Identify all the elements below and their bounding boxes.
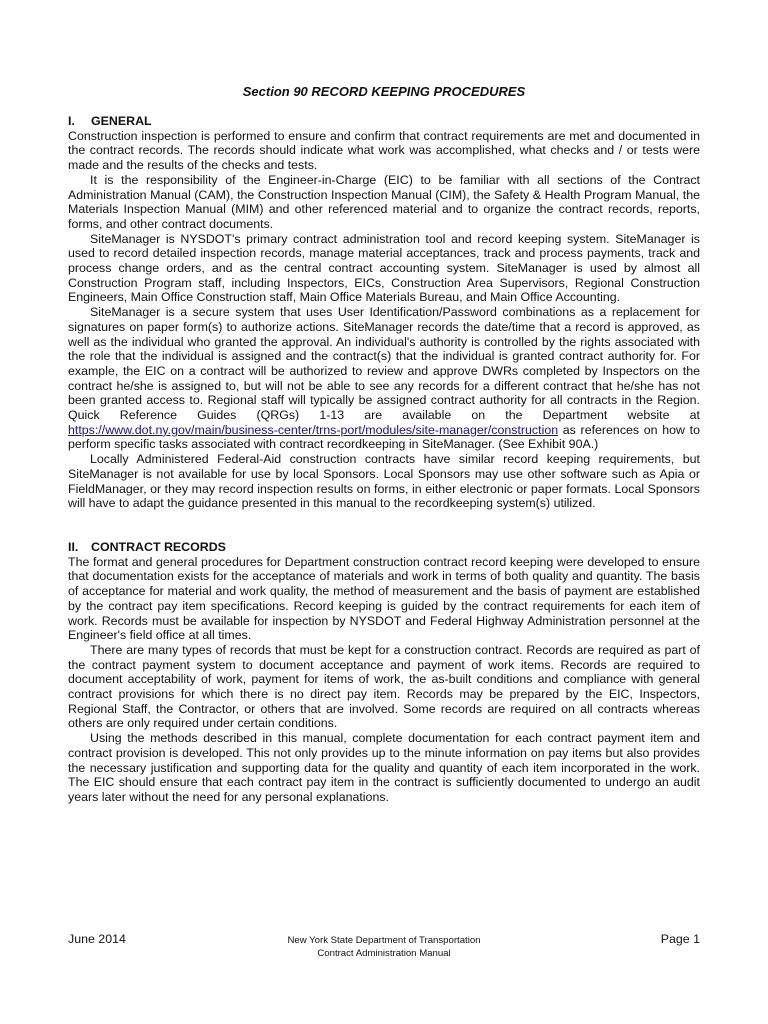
section-2-paragraph-3: Using the methods described in this manual, complete documentation for each contract payment item and contract provision is developed. This not only provides up to the minute information on pay items but also provides the necessary justification and supporting data for the quality and quantity of each item incorporated in the work. The EIC should ensure that each contract pay item in the contract is sufficiently documented to undergo an audit years later without the need for any personal explanations. [68, 731, 700, 804]
section-1-paragraph-3: SiteManager is NYSDOT's primary contract administration tool and record keeping system. SiteManager is used to record detailed inspection records, manage material acceptances, track and process payments, track and process change orders, and as the central contract accounting system. SiteManager is used by almost all Construction Program staff, including Inspectors, EICs, Construction Area Supervisors, Regional Construction Engineers, Main Office Construction staff, Main Office Materials Bureau, and Main Office Accounting. [68, 231, 700, 305]
footer-date: June 2014 [68, 932, 126, 946]
section-title: Section 90 RECORD KEEPING PROCEDURES [242, 84, 526, 99]
section-1-paragraph-2: It is the responsibility of the Engineer-in-Charge (EIC) to be familiar with all sections of the Contract Administration Manual (CAM), the Construction Inspection Manual (CIM), the Safety & Health Program Manual, the Materials Inspection Manual (MIM) and other referenced material and to organize the contract records, reports, forms, and other contract documents. [68, 172, 700, 231]
section-2-paragraph-1: The format and general procedures for Department construction contract record keeping were developed to ensure that documentation exists for the acceptance of materials and work in terms of both quality and quantity. The basis of acceptance for material and work quality, the method of measurement and the basis of payment are established by the contract pay item specifications. Record keeping is guided by the contract requirements for each item of work. Records must be available for inspection by NYSDOT and Federal Highway Administration personnel at the Engineer's field office at all times. [68, 554, 700, 643]
document-body [68, 114, 700, 805]
section-1-paragraph-5: Locally Administered Federal-Aid construction contracts have similar record keeping requirements, but SiteManager is not available for use by local Sponsors. Local Sponsors may use other software such as Apia or FieldManager, or they may record inspection results on forms, in either electronic or paper formats. Local Sponsors will have to adapt the guidance presented in this manual to the recordkeeping system(s) utilized. [68, 452, 700, 511]
section-2-paragraph-2: There are many types of records that must be kept for a construction contract. Records are required as part of the contract payment system to document acceptance and payment of work items. Records are required to document acceptability of work, payment for items of work, the as-built conditions and compliance with general contract provisions for which there is no direct pay item. Records may be prepared by the EIC, Inspectors, Regional Staff, the Contractor, or others that are involved. Some records are required on all contracts whereas others are only required under certain conditions. [68, 642, 700, 731]
footer-page-number: Page 1 [660, 932, 700, 946]
section-1-paragraph-1: Construction inspection is performed to ensure and confirm that contract requirements are met and documented in the contract records. The records should indicate what work was accomplished, what checks and / or tests were made and the results of the checks and tests. [68, 128, 700, 173]
section-1-heading-text: GENERAL [91, 114, 152, 128]
section-2-heading-text: CONTRACT RECORDS [91, 539, 226, 554]
section-2-number: II. [68, 539, 79, 554]
paragraph-4-text-before-link: SiteManager is a secure system that uses User Identification/Password combinations as a replacement for signatures on paper form(s) to authorize actions. SiteManager records the date/time that a record is approved, as well as the individual who granted the approval. An individual's authority is controlled by the rights associated with the role that the individual is assigned and the contract(s) that the individual is granted contract authority for. For example, the EIC on a contract will be authorized to review and approve DWRs completed by Inspectors on the contract he/she is assigned to, but will not be able to see any records for a different contract that he/she has not been granted access to. Regional staff will typically be assigned contract authority for all contracts in the Region. Quick Reference Guides (QRGs) 1-13 are available on the Department website at [68, 305, 700, 423]
paragraph-4-text-after-link: as references on how to perform specific tasks associated with contract recordkeeping in SiteManager. (See Exhibit 90A.) [68, 422, 700, 452]
footer-org-line-1: New York State Department of Transportation [287, 935, 481, 946]
section-1-paragraph-4 [68, 305, 700, 452]
section-2-heading [68, 540, 700, 555]
sitemanager-qrg-link[interactable]: https://www.dot.ny.gov/main/business-center/trns-port/modules/site-manager/construction [68, 422, 559, 437]
section-1-heading [68, 114, 700, 129]
footer-organization [234, 934, 534, 960]
footer-org-line-2: Contract Administration Manual [317, 948, 451, 959]
section-spacer [68, 511, 700, 540]
section-1-number: I. [68, 114, 75, 128]
